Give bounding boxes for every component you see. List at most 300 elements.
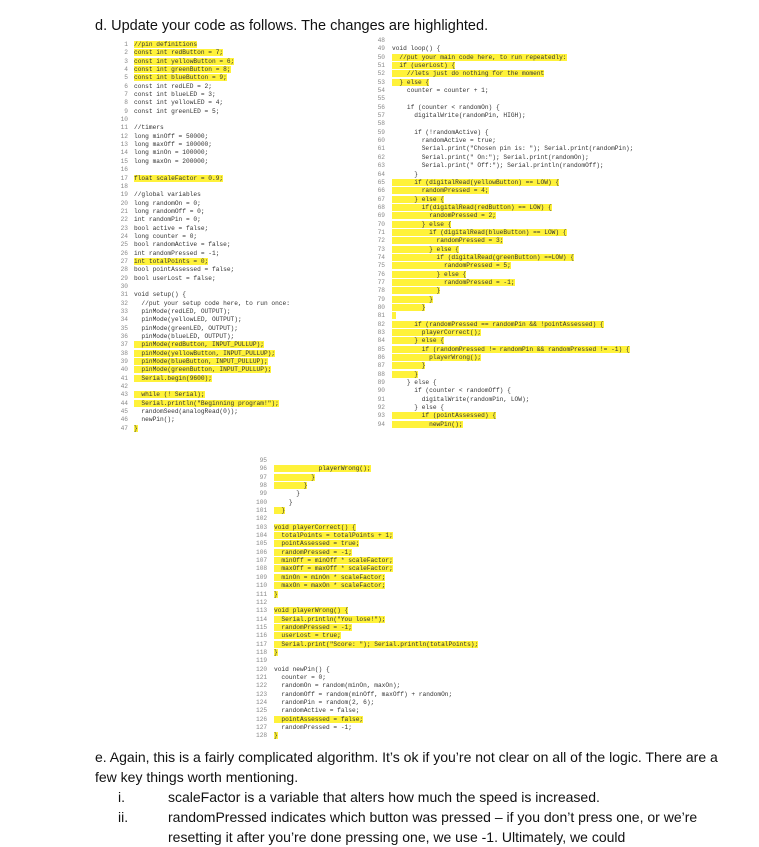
line-number: 123 [256, 690, 268, 698]
code-text: pinMode(greenButton, INPUT_PULLUP); [134, 366, 272, 374]
code-line [256, 465, 478, 473]
code-text [274, 457, 278, 464]
line-number: 6 [124, 82, 128, 90]
line-number: 98 [259, 482, 267, 490]
line-number: 19 [120, 191, 128, 199]
line-number: 73 [377, 245, 385, 253]
code-line [118, 116, 290, 124]
code-text: } [392, 170, 418, 178]
code-text: void playerCorrect() { [274, 523, 356, 531]
code-text: } [274, 498, 293, 506]
line-number: 71 [377, 228, 385, 236]
line-number: 126 [256, 715, 268, 723]
line-number: 46 [120, 416, 128, 424]
line-number: 78 [377, 287, 385, 295]
code-text: digitalWrite(randomPin, LOW); [392, 395, 530, 403]
line-number: 84 [377, 337, 385, 345]
code-line [256, 724, 478, 732]
code-text: pointAssessed = false; [274, 715, 364, 723]
line-number: 63 [377, 162, 385, 170]
code-line [374, 79, 633, 87]
code-line [374, 187, 633, 195]
code-line [118, 250, 290, 258]
code-text: randomPressed = 2; [392, 212, 496, 220]
line-number: 41 [120, 374, 128, 382]
code-line [118, 166, 290, 174]
code-text: const int greenLED = 5; [134, 107, 220, 115]
code-text: const int redButton = 7; [134, 49, 224, 57]
code-line [118, 241, 290, 249]
code-line [374, 396, 633, 404]
code-line [374, 387, 633, 395]
code-line [374, 196, 633, 204]
code-line [374, 120, 633, 128]
line-number: 112 [256, 598, 268, 606]
code-line [256, 632, 478, 640]
code-line [256, 682, 478, 690]
code-line [256, 574, 478, 582]
line-number: 47 [120, 424, 128, 432]
code-text: bool pointAssessed = false; [134, 266, 235, 274]
line-number: 57 [377, 112, 385, 120]
code-text: } else { [392, 404, 444, 412]
code-line [374, 246, 633, 254]
line-number: 21 [120, 207, 128, 215]
code-text: if (digitalRead(blueButton) == LOW) { [392, 228, 567, 236]
code-text: counter = counter + 1; [392, 87, 489, 95]
code-text [274, 515, 278, 522]
code-text: playerWrong(); [274, 465, 371, 473]
line-number: 114 [256, 615, 268, 623]
code-line [256, 707, 478, 715]
code-line [118, 158, 290, 166]
code-text: void newPin() { [274, 665, 330, 673]
line-number: 82 [377, 320, 385, 328]
code-text: pointAssessed = true; [274, 540, 360, 548]
code-text: pinMode(yellowLED, OUTPUT); [134, 316, 242, 324]
code-line [374, 70, 633, 78]
code-line [256, 649, 478, 657]
code-text: } [392, 287, 441, 295]
line-number: 28 [120, 266, 128, 274]
code-text: bool randomActive = false; [134, 241, 231, 249]
line-number: 4 [124, 66, 128, 74]
code-text: long maxOff = 100000; [134, 141, 212, 149]
code-line [374, 137, 633, 145]
code-line [118, 233, 290, 241]
code-line [256, 674, 478, 682]
line-number: 122 [256, 682, 268, 690]
code-text: pinMode(blueLED, OUTPUT); [134, 333, 235, 341]
code-line [118, 108, 290, 116]
code-text: const int blueButton = 9; [134, 74, 227, 82]
code-text: userLost = true; [274, 632, 341, 640]
code-text: if (counter < randomOff) { [392, 387, 511, 395]
line-number: 10 [120, 116, 128, 124]
code-text: minOn = minOn * scaleFactor; [274, 573, 386, 581]
code-text: } else { [392, 337, 444, 345]
code-text: randomOn = random(minOn, maxOn); [274, 682, 401, 690]
code-line [118, 416, 290, 424]
line-number: 40 [120, 366, 128, 374]
code-text: bool userLost = false; [134, 274, 216, 282]
code-text [274, 657, 278, 664]
line-number: 70 [377, 220, 385, 228]
code-line [256, 515, 478, 523]
line-number: 107 [256, 557, 268, 565]
code-text: } else { [392, 379, 437, 387]
line-number: 110 [256, 582, 268, 590]
line-number: 118 [256, 648, 268, 656]
code-text [134, 116, 138, 123]
code-line [374, 304, 633, 312]
code-text: const int greenButton = 8; [134, 66, 231, 74]
code-text [392, 95, 396, 102]
line-number: 27 [120, 257, 128, 265]
code-line [118, 333, 290, 341]
code-text: while (! Serial); [134, 391, 205, 399]
code-line [118, 149, 290, 157]
code-line [374, 262, 633, 270]
code-line [374, 179, 633, 187]
code-line [256, 507, 478, 515]
code-line [256, 524, 478, 532]
code-text: newPin(); [392, 420, 463, 428]
code-text: playerWrong(); [392, 354, 482, 362]
line-number: 18 [120, 182, 128, 190]
code-text [134, 183, 138, 190]
code-line [374, 312, 633, 320]
line-number: 113 [256, 607, 268, 615]
code-line [256, 657, 478, 665]
line-number: 97 [259, 473, 267, 481]
code-text: } [392, 370, 418, 378]
code-text: if (!randomActive) { [392, 128, 489, 136]
line-number: 121 [256, 673, 268, 681]
line-number: 127 [256, 724, 268, 731]
code-line [256, 666, 478, 674]
code-text: if (userLost) { [392, 62, 456, 70]
code-text: randomPressed = 5; [392, 262, 511, 270]
code-line [118, 283, 290, 291]
line-number: 79 [377, 295, 385, 303]
code-text: maxOn = maxOn * scaleFactor; [274, 582, 386, 590]
code-line [118, 408, 290, 416]
code-line [374, 154, 633, 162]
code-line [118, 74, 290, 82]
code-line [118, 375, 290, 383]
code-line [118, 425, 290, 433]
line-number: 102 [256, 515, 268, 523]
list-item-i-number: i. [118, 789, 125, 805]
line-number: 25 [120, 241, 128, 249]
code-text: long maxOn = 200000; [134, 157, 209, 165]
line-number: 65 [377, 178, 385, 186]
code-line [256, 549, 478, 557]
code-text: randomActive = true; [392, 137, 496, 145]
code-line [374, 287, 633, 295]
code-text: const int blueLED = 3; [134, 91, 216, 99]
code-line [256, 482, 478, 490]
line-number: 11 [120, 124, 128, 132]
code-text: newPin(); [134, 416, 175, 424]
line-number: 116 [256, 632, 268, 640]
line-number: 111 [256, 590, 268, 598]
line-number: 50 [377, 53, 385, 61]
code-line [374, 421, 633, 429]
code-line [374, 221, 633, 229]
line-number: 60 [377, 137, 385, 145]
code-line [118, 358, 290, 366]
line-number: 91 [377, 395, 385, 403]
line-number: 89 [377, 379, 385, 387]
code-text: Serial.begin(9600); [134, 374, 212, 382]
code-text [134, 166, 138, 173]
code-line [118, 316, 290, 324]
code-text: const int yellowButton = 6; [134, 57, 235, 65]
code-line [256, 490, 478, 498]
code-line [118, 225, 290, 233]
code-text: if (randomPressed == randomPin && !pointAssessed) { [392, 320, 604, 328]
line-number: 29 [120, 274, 128, 282]
code-text: digitalWrite(randomPin, HIGH); [392, 112, 526, 120]
line-number: 53 [377, 78, 385, 86]
code-text: randomSeed(analogRead(0)); [134, 408, 238, 416]
code-text: if (pointAssessed) { [392, 412, 496, 420]
code-text: randomPressed = -1; [392, 278, 515, 286]
code-line [118, 49, 290, 57]
code-line [118, 200, 290, 208]
line-number: 55 [377, 95, 385, 103]
code-text: Serial.print(" Off:"); Serial.println(randomOff); [392, 162, 604, 170]
code-text: randomPressed = 4; [392, 187, 489, 195]
code-line [118, 41, 290, 49]
line-number: 106 [256, 548, 268, 556]
line-number: 93 [377, 412, 385, 420]
code-line [256, 565, 478, 573]
code-text: } else { [392, 270, 467, 278]
line-number: 7 [124, 91, 128, 99]
line-number: 17 [120, 174, 128, 182]
code-line [118, 308, 290, 316]
code-text: bool active = false; [134, 224, 209, 232]
line-number: 96 [259, 465, 267, 473]
section-heading: d. Update your code as follows. The changes are highlighted. [95, 18, 489, 34]
line-number: 34 [120, 316, 128, 324]
line-number: 42 [120, 383, 128, 391]
line-number: 22 [120, 216, 128, 224]
code-line [118, 350, 290, 358]
code-text: //put your setup code here, to run once: [134, 299, 290, 307]
line-number: 66 [377, 187, 385, 195]
line-number: 101 [256, 507, 268, 515]
line-number: 120 [256, 665, 268, 673]
code-text: if (randomPressed != randomPin && randomPressed != -1) { [392, 345, 630, 353]
line-number: 83 [377, 329, 385, 337]
line-number: 75 [377, 262, 385, 270]
line-number: 94 [377, 420, 385, 428]
code-line [256, 599, 478, 607]
code-text: pinMode(yellowButton, INPUT_PULLUP); [134, 349, 276, 357]
code-text: //global variables [134, 191, 201, 199]
line-number: 13 [120, 141, 128, 149]
line-number: 61 [377, 145, 385, 153]
line-number: 119 [256, 657, 268, 665]
code-text: long minOn = 100000; [134, 149, 209, 157]
code-text: } else { [392, 195, 444, 203]
line-number: 12 [120, 132, 128, 140]
code-line [256, 540, 478, 548]
code-text: long counter = 0; [134, 232, 198, 240]
code-text: pinMode(greenLED, OUTPUT); [134, 324, 238, 332]
code-text: randomPressed = -1; [274, 623, 352, 631]
code-line [374, 329, 633, 337]
code-line [374, 412, 633, 420]
code-text: //timers [134, 124, 164, 132]
line-number: 104 [256, 532, 268, 540]
code-line [256, 691, 478, 699]
code-line [118, 341, 290, 349]
code-text: long minOff = 50000; [134, 132, 209, 140]
code-text: randomOff = random(minOff, maxOff) + randomOn; [274, 690, 453, 698]
line-number: 1 [124, 41, 128, 48]
code-text: randomActive = false; [274, 707, 360, 715]
code-text: pinMode(redLED, OUTPUT); [134, 308, 231, 315]
code-text: } else { [392, 220, 452, 228]
code-line [256, 624, 478, 632]
code-text: int totalPoints = 0; [134, 257, 209, 265]
line-number: 80 [377, 304, 385, 311]
code-line [374, 354, 633, 362]
code-line [374, 337, 633, 345]
code-line [118, 291, 290, 299]
line-number: 30 [120, 282, 128, 290]
line-number: 48 [377, 37, 385, 44]
code-text: Serial.println("Beginning program!"); [134, 399, 279, 407]
code-text: } else { [392, 245, 459, 253]
line-number: 88 [377, 370, 385, 378]
code-line [118, 83, 290, 91]
code-line [256, 499, 478, 507]
code-text: long randomOn = 0; [134, 199, 201, 207]
code-line [118, 124, 290, 132]
code-text: } [274, 507, 286, 515]
line-number: 86 [377, 354, 385, 362]
code-line [118, 141, 290, 149]
line-number: 35 [120, 324, 128, 332]
line-number: 95 [259, 457, 267, 464]
line-number: 14 [120, 149, 128, 157]
code-text: //put your main code here, to run repeatedly: [392, 53, 567, 61]
code-line [256, 641, 478, 649]
setup-code-block [118, 41, 290, 433]
paragraph-e: e. Again, this is a fairly complicated algorithm. It’s ok if you’re not clear on all of the logic. There are a few key things worth mentioning. [95, 749, 718, 785]
code-line [374, 346, 633, 354]
code-text: maxOff = maxOff * scaleFactor; [274, 565, 393, 573]
line-number: 39 [120, 358, 128, 366]
line-number: 72 [377, 237, 385, 245]
code-line [374, 237, 633, 245]
code-line [118, 391, 290, 399]
line-number: 54 [377, 87, 385, 95]
code-line [374, 45, 633, 53]
code-line [118, 58, 290, 66]
code-text: const int yellowLED = 4; [134, 99, 224, 107]
line-number: 8 [124, 99, 128, 107]
code-text: pinMode(redButton, INPUT_PULLUP); [134, 341, 264, 349]
line-number: 20 [120, 199, 128, 207]
line-number: 31 [120, 291, 128, 299]
line-number: 124 [256, 698, 268, 706]
code-line [374, 62, 633, 70]
line-number: 43 [120, 391, 128, 399]
line-number: 109 [256, 573, 268, 581]
code-line [118, 91, 290, 99]
line-number: 59 [377, 128, 385, 136]
line-number: 33 [120, 308, 128, 315]
code-line [374, 279, 633, 287]
code-line [374, 229, 633, 237]
code-line [118, 400, 290, 408]
code-line [374, 112, 633, 120]
line-number: 26 [120, 249, 128, 257]
line-number: 9 [124, 107, 128, 115]
code-line [374, 212, 633, 220]
code-line [118, 183, 290, 191]
line-number: 45 [120, 408, 128, 416]
code-text: pinMode(blueButton, INPUT_PULLUP); [134, 358, 268, 366]
line-number: 92 [377, 404, 385, 412]
code-line [256, 582, 478, 590]
code-line [256, 699, 478, 707]
line-number: 52 [377, 70, 385, 78]
line-number: 38 [120, 349, 128, 357]
line-number: 85 [377, 345, 385, 353]
code-text: float scaleFactor = 0.9; [134, 174, 224, 182]
functions-code-block [256, 457, 478, 741]
code-text [274, 599, 278, 606]
code-line [118, 383, 290, 391]
code-line [118, 66, 290, 74]
line-number: 87 [377, 362, 385, 370]
code-line [118, 216, 290, 224]
code-text: if(digitalRead(redButton) == LOW) { [392, 203, 552, 211]
line-number: 108 [256, 565, 268, 573]
code-text [134, 383, 138, 390]
line-number: 49 [377, 45, 385, 53]
line-number: 23 [120, 224, 128, 232]
code-line [374, 145, 633, 153]
code-text: } [392, 304, 426, 311]
code-text: long randomOff = 0; [134, 207, 205, 215]
code-text: void loop() { [392, 45, 441, 53]
code-line [374, 321, 633, 329]
code-text: Serial.print("Score: "); Serial.println(totalPoints); [274, 640, 479, 648]
line-number: 15 [120, 157, 128, 165]
code-text: } [392, 295, 433, 303]
line-number: 64 [377, 170, 385, 178]
code-line [374, 54, 633, 62]
code-text: counter = 0; [274, 673, 326, 681]
code-line [118, 175, 290, 183]
code-text [134, 283, 138, 290]
code-line [374, 87, 633, 95]
loop-code-block [374, 37, 633, 429]
code-line [374, 171, 633, 179]
code-text: Serial.print("Chosen pin is: "); Serial.print(randomPin); [392, 145, 634, 153]
code-line [256, 457, 478, 465]
line-number: 117 [256, 640, 268, 648]
